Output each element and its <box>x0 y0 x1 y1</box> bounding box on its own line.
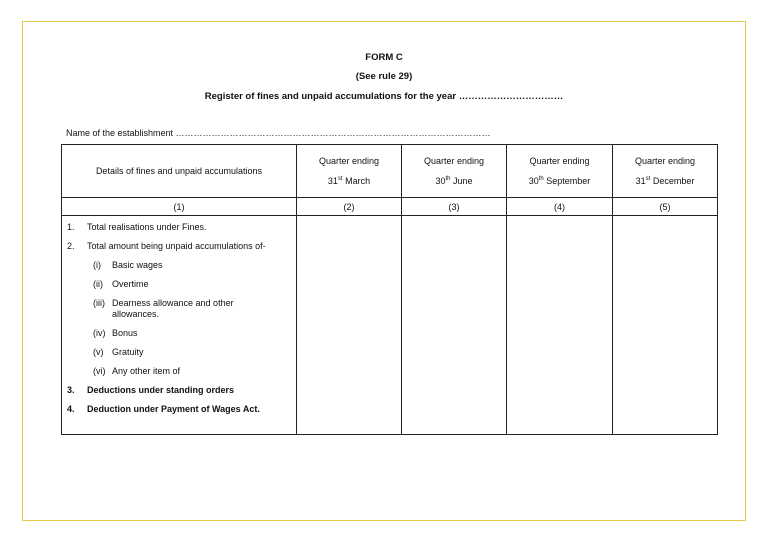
sub-list-item: (iii) Dearness allowance and other allowances. <box>93 298 234 319</box>
header-quarter-december <box>613 145 718 198</box>
september-entry-cell <box>507 216 613 435</box>
column-number-row <box>62 198 718 216</box>
list-item: 4. Deduction under Payment of Wages Act. <box>67 404 260 414</box>
column-number: (2) <box>297 198 402 216</box>
table-header-row <box>62 145 718 198</box>
sub-list-item: (i) Basic wages <box>93 260 163 270</box>
list-item: 1. Total realisations under Fines. <box>67 222 207 232</box>
fines-register-table <box>61 144 718 435</box>
quarter-date: 31st December <box>635 176 695 186</box>
sub-list-item: (vi) Any other item of <box>93 366 181 376</box>
june-entry-cell <box>402 216 507 435</box>
sub-list-item: (v) Gratuity <box>93 347 144 357</box>
header-quarter-march <box>297 145 402 198</box>
march-entry-cell <box>297 216 402 435</box>
column-number: (4) <box>507 198 613 216</box>
sub-list-item: (iv) Bonus <box>93 328 138 338</box>
header-quarter-september <box>507 145 613 198</box>
quarter-label: Quarter ending <box>423 156 485 166</box>
column-number: (1) <box>62 198 297 216</box>
december-entry-cell <box>613 216 718 435</box>
list-item: 3. Deductions under standing orders <box>67 385 235 395</box>
register-title: Register of fines and unpaid accumulations for the year …………………………… <box>204 91 564 102</box>
rule-reference: (See rule 29) <box>355 71 413 82</box>
quarter-date: 30th September <box>528 176 591 186</box>
quarter-label: Quarter ending <box>318 156 380 166</box>
table-body-row <box>62 216 718 435</box>
form-title: FORM C <box>365 52 403 63</box>
header-quarter-june <box>402 145 507 198</box>
quarter-date: 30th June <box>435 176 473 186</box>
header-details: Details of fines and unpaid accumulations <box>62 145 297 198</box>
quarter-label: Quarter ending <box>634 156 696 166</box>
sub-list-item: (ii) Overtime <box>93 279 149 289</box>
quarter-date: 31st March <box>327 176 371 186</box>
list-item: 2. Total amount being unpaid accumulations of- <box>67 241 266 251</box>
column-number: (3) <box>402 198 507 216</box>
quarter-label: Quarter ending <box>529 156 590 166</box>
establishment-name-line: Name of the establishment …………………………………………………………………………………………… <box>66 128 491 138</box>
details-cell <box>62 216 297 435</box>
column-number: (5) <box>613 198 718 216</box>
